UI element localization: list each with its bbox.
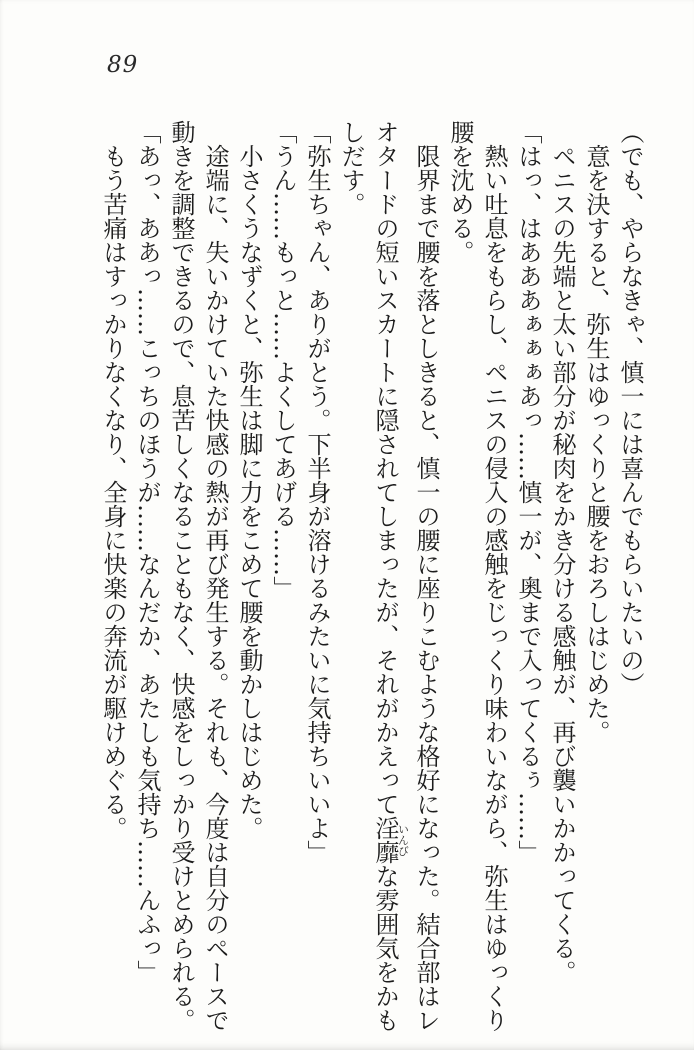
text-line: 「はっ、はあああぁぁぁあっ……慎一が、奥まで入ってくるぅ……」 xyxy=(514,120,542,864)
text-line: （でも、やらなきゃ、慎一には喜んでもらいたいの） xyxy=(616,120,644,696)
text-line: 動きを調整できるので、息苦しくなることもなく、快感をしっかり受けとめられる。 xyxy=(167,120,195,1032)
text-line: しだす。 xyxy=(337,120,365,216)
text-line: オタードの短いスカートに隠されてしまったが、それがかえって淫靡いんびな雰囲気をかも xyxy=(371,120,410,1032)
text-line: 意を決すると、弥生はゆっくりと腰をおろしはじめた。 xyxy=(582,144,610,744)
text-line: もう苦痛はすっかりなくなり、全身に快楽の奔流が駆けめぐる。 xyxy=(99,144,127,840)
text-line: 腰を沈める。 xyxy=(446,120,474,264)
text-line: 「あっ、ああっ……こっちのほうが……なんだか、あたしも気持ち……んふっ」 xyxy=(133,120,161,984)
text-line: 「うん……もっと……よくしてあげる……」 xyxy=(269,120,297,600)
text-line: 熱い吐息をもらし、ペニスの侵入の感触をじっくり味わいながら、弥生はゆっくり xyxy=(480,144,508,1032)
page-number: 89 xyxy=(107,52,139,78)
text-line: 小さくうなずくと、弥生は脚に力をこめて腰を動かしはじめた。 xyxy=(235,144,263,840)
text-line: 限界まで腰を落としきると、慎一の腰に座りこむような格好になった。結合部はレ xyxy=(412,144,440,1032)
text-line: 「弥生ちゃん、ありがとう。下半身が溶けるみたいに気持ちいいよ」 xyxy=(303,120,331,864)
text-area xyxy=(96,120,647,1036)
text-line: 途端に、失いかけていた快感の熱が再び発生する。それも、今度は自分のペースで xyxy=(201,144,229,1032)
ruby-annotation: 淫靡いんび xyxy=(371,816,410,864)
text-line: ペニスの先端と太い部分が秘肉をかき分ける感触が、再び襲いかかってくる。 xyxy=(548,144,576,984)
